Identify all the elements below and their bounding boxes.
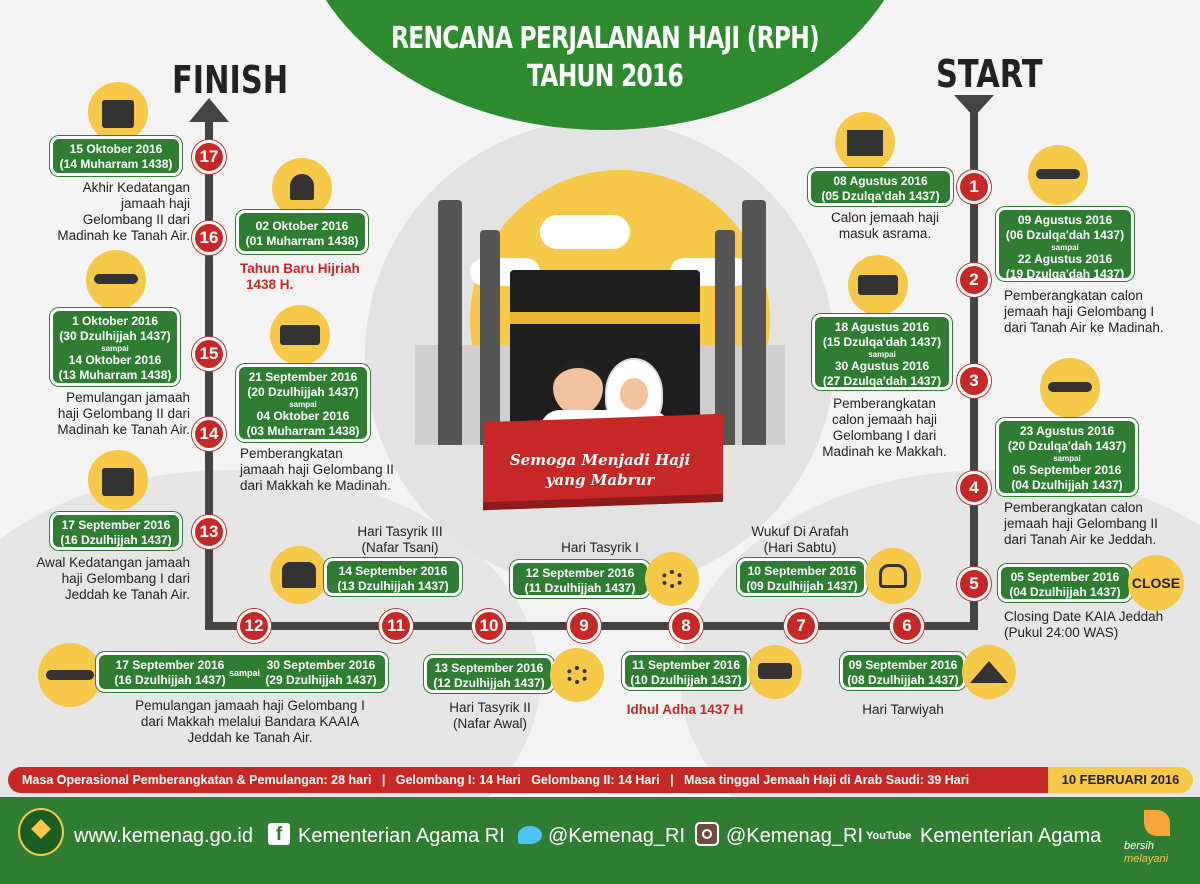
date-end: 04 Oktober 2016 (256, 409, 350, 423)
range-separator: sampai (289, 400, 317, 409)
date-start: 21 September 2016 (248, 370, 358, 384)
date-hijri: (10 Dzulhijjah 1437) (630, 673, 742, 687)
date-end: 05 September 2016 (1012, 463, 1122, 477)
step-number-9: 9 (567, 609, 601, 643)
minaret-icon (438, 200, 462, 445)
date-gregorian: 09 September 2016 (848, 658, 958, 672)
step-number-2: 2 (957, 263, 991, 297)
praying-hands-icon (865, 548, 921, 604)
date-gregorian: 13 September 2016 (434, 661, 544, 675)
desc-line: Madinah ke Tanah Air. (57, 228, 190, 243)
lens (702, 829, 712, 839)
desc-line: Pemulangan jamaah haji Gelombang I (135, 698, 365, 713)
desc-line: dari Tanah Air ke Jeddah. (1004, 532, 1157, 547)
date-hijri: (08 Dzulhijjah 1437) (847, 673, 959, 687)
date-hijri: (01 Muharram 1438) (245, 234, 359, 248)
desc-line: Pemulangan jamaah (66, 390, 190, 405)
desc-line: Jeddah ke Tanah Air. (187, 730, 313, 745)
desc-line: (Nafar Awal) (452, 716, 528, 731)
desc-line: Gelombang II dari (82, 212, 190, 227)
face (620, 378, 648, 410)
step-number-10: 10 (472, 609, 506, 643)
desc-line: dari Tanah Air ke Madinah. (1004, 320, 1164, 335)
desc-line: dari Makkah ke Madinah. (240, 478, 391, 493)
finish-label: FINISH (172, 58, 289, 102)
date-hijri: (16 Dzulhijjah 1437) (60, 533, 172, 547)
date-start-hijri: (30 Dzulhijjah 1437) (59, 329, 171, 343)
date-box-step-8 (622, 652, 750, 690)
step-number-14: 14 (192, 417, 226, 451)
finish-arrow-icon (189, 98, 229, 122)
banner-line-1: Semoga Menjadi Haji (509, 451, 691, 469)
date-gregorian: 14 September 2016 (338, 564, 448, 578)
twitter-icon[interactable] (518, 826, 542, 844)
step-description-11 (330, 524, 470, 556)
step-number-6: 6 (890, 609, 924, 643)
desc-line: (Pukul 24:00 WAS) (1004, 625, 1119, 640)
date-box-step-1 (808, 168, 953, 206)
step-description-15 (14, 390, 190, 438)
title-line-2: TAHUN 2016 (527, 59, 683, 94)
bus-shape (280, 325, 320, 345)
airplane-icon (38, 643, 102, 707)
date-start-hijri: (16 Dzulhijjah 1437) (114, 673, 226, 687)
airplane-icon (86, 250, 146, 310)
luggage-icon (88, 82, 148, 142)
luggage-shape (102, 468, 134, 496)
desc-line: Idhul Adha 1437 H (626, 702, 744, 717)
youtube-logo-text: YouTube (866, 830, 912, 842)
date-end-hijri: (29 Dzulhijjah 1437) (265, 673, 377, 687)
desc-line: Gelombang I dari (832, 428, 937, 443)
desc-line: Madinah ke Tanah Air. (57, 422, 190, 437)
date-hijri: (09 Dzulhijjah 1437) (746, 579, 858, 593)
date-end: 14 Oktober 2016 (68, 353, 162, 367)
date-end-hijri: (19 Dzulqa'dah 1437) (1005, 267, 1125, 281)
youtube-icon[interactable] (866, 826, 914, 846)
start-label: START (936, 52, 1043, 96)
facebook-icon[interactable]: f (268, 823, 290, 845)
logo-star (31, 819, 51, 839)
desc-line: haji Gelombang I dari (61, 571, 190, 586)
desc-line: Madinah ke Makkah. (822, 444, 947, 459)
airplane-icon (1028, 145, 1088, 205)
step-description-12 (120, 698, 380, 746)
date-end-block (257, 658, 385, 688)
step-description-8 (610, 702, 760, 718)
date-box-step-10 (424, 655, 554, 693)
date-box-step-16 (236, 210, 368, 254)
date-gregorian: 12 September 2016 (525, 566, 635, 580)
date-hijri: (04 Dzulhijjah 1437) (1009, 585, 1121, 599)
date-gregorian: 11 September 2016 (631, 658, 741, 672)
bus-icon (270, 305, 330, 365)
date-box-step-2 (996, 207, 1134, 281)
step-description-14 (240, 446, 420, 494)
timeline-track (205, 115, 213, 630)
youtube-link[interactable]: Kementerian Agama (920, 825, 1102, 847)
desc-line: Pemberangkatan calon (1004, 288, 1143, 303)
date-end-hijri: (13 Muharram 1438) (58, 368, 172, 382)
date-start: 1 Oktober 2016 (71, 314, 159, 328)
step-description-17 (14, 180, 190, 244)
date-box-step-9 (510, 560, 650, 598)
cow-icon (748, 645, 802, 699)
desc-line: 1438 H. (246, 277, 294, 292)
desc-line: Pemberangkatan calon (1004, 500, 1143, 515)
date-gregorian: 02 Oktober 2016 (255, 219, 349, 233)
date-end-hijri: (04 Dzulhijjah 1437) (1011, 478, 1123, 492)
desc-line: jamaah haji Gelombang II (240, 462, 394, 477)
desc-line: jemaah haji Gelombang I (1004, 304, 1155, 319)
cow-shape (758, 663, 792, 679)
range-separator: sampai (1051, 243, 1079, 252)
desc-line: Jeddah ke Tanah Air. (64, 587, 190, 602)
date-hijri: (13 Dzulhijjah 1437) (337, 579, 449, 593)
banner-line-2: yang Mabrur (545, 471, 655, 489)
close-badge: CLOSE (1128, 555, 1184, 611)
luggage-shape (102, 100, 134, 128)
twitter-link[interactable]: @Kemenag_RI (548, 825, 686, 847)
step-number-7: 7 (784, 609, 818, 643)
step-description-10 (420, 700, 560, 732)
dome-shape (290, 174, 314, 200)
step-number-3: 3 (957, 364, 991, 398)
airplane-icon (1040, 358, 1100, 418)
desc-line: Wukuf Di Arafah (751, 524, 849, 539)
step-description-5 (1004, 609, 1194, 641)
date-box-step-11 (324, 558, 462, 596)
bus-shape (858, 275, 898, 295)
plane-shape (94, 274, 138, 284)
step-description-9 (530, 540, 670, 556)
cloud-icon (540, 215, 630, 249)
date-start-hijri: (20 Dzulhijjah 1437) (247, 385, 359, 399)
leaf-icon (1144, 810, 1170, 836)
date-start-hijri: (20 Dzulqa'dah 1437) (1007, 439, 1127, 453)
desc-line: haji Gelombang II dari (57, 406, 190, 421)
tent-shape (970, 661, 1008, 683)
desc-line: dari Makkah melalui Bandara KAAIA (140, 714, 360, 729)
dormitory-icon (835, 112, 895, 172)
step-number-17: 17 (192, 140, 226, 174)
desc-line: Hari Tasyrik II (449, 700, 531, 715)
desc-line: calon jemaah haji (831, 412, 938, 427)
website-link[interactable]: www.kemenag.go.id (74, 825, 253, 847)
date-end: 22 Agustus 2016 (1017, 252, 1113, 266)
pebbles-shape (661, 570, 683, 588)
date-hijri: (11 Dzulhijjah 1437) (524, 581, 636, 595)
step-description-1 (820, 210, 950, 242)
instagram-icon[interactable] (695, 822, 719, 846)
step-number-4: 4 (957, 471, 991, 505)
desc-line: Hari Tarwiyah (862, 702, 944, 717)
plane-shape (1048, 382, 1092, 392)
step-number-15: 15 (192, 337, 226, 371)
pebbles-icon (550, 648, 604, 702)
date-hijri: (05 Dzulqa'dah 1437) (821, 189, 940, 203)
bersih-melayani-logo (1122, 806, 1192, 876)
date-box-step-3 (812, 314, 952, 390)
desc-line: jemaah haji Gelombang II (1004, 516, 1158, 531)
date-start: 18 Agustus 2016 (834, 320, 930, 334)
minaret-icon (480, 230, 500, 445)
date-box-step-5 (998, 564, 1132, 602)
date-box-step-7 (737, 558, 867, 596)
step-number-8: 8 (669, 609, 703, 643)
step-number-11: 11 (379, 609, 413, 643)
crowd-shape (282, 562, 316, 588)
date-box-step-13 (50, 512, 182, 550)
page-title (391, 20, 820, 96)
date-start: 23 Agustus 2016 (1019, 424, 1115, 438)
desc-line: Pemberangkatan (240, 446, 343, 461)
date-end-hijri: (27 Dzulqa'dah 1437) (822, 374, 942, 388)
crowd-icon (270, 546, 328, 604)
date-gregorian: 10 September 2016 (747, 564, 857, 578)
logo-word: bersih (1124, 840, 1154, 852)
minaret-icon (715, 230, 735, 445)
date-start-hijri: (15 Dzulqa'dah 1437) (822, 335, 942, 349)
date-box-step-14 (236, 364, 370, 442)
date-start-block (105, 658, 235, 688)
date-box-step-17 (50, 136, 182, 176)
step-description-6 (840, 702, 966, 718)
bus-icon (848, 255, 908, 315)
tent-icon (962, 645, 1016, 699)
step-number-5: 5 (957, 567, 991, 601)
logo-word: melayani (1124, 853, 1169, 865)
range-separator: sampai (868, 350, 896, 359)
date-box-step-4 (996, 418, 1138, 496)
desc-line: Pemberangkatan (833, 396, 936, 411)
step-description-2 (1004, 288, 1194, 336)
range-separator: sampai (229, 668, 261, 678)
date-start: 09 Agustus 2016 (1017, 213, 1113, 227)
step-description-3 (812, 396, 957, 460)
building-shape (847, 130, 883, 156)
desc-line: Hari Tasyrik I (561, 540, 639, 555)
date-hijri: (12 Dzulhijjah 1437) (433, 676, 545, 690)
date-box-step-15 (50, 308, 180, 386)
instagram-link[interactable]: @Kemenag_RI (726, 825, 864, 847)
range-separator: sampai (101, 344, 129, 353)
desc-line: Hari Tasyrik III (357, 524, 443, 539)
luggage-icon (88, 450, 148, 510)
date-end: 30 Agustus 2016 (834, 359, 930, 373)
facebook-link[interactable]: Kementerian Agama RI (298, 825, 505, 847)
title-line-1: RENCANA PERJALANAN HAJI (RPH) (391, 21, 819, 56)
date-gregorian: 17 September 2016 (61, 518, 171, 532)
date-end-hijri: (03 Muharram 1438) (246, 424, 360, 438)
step-description-13 (14, 555, 190, 603)
range-separator: sampai (1053, 454, 1081, 463)
date-end: 30 September 2016 (266, 658, 376, 672)
plane-shape (1036, 169, 1080, 179)
date-box-step-12 (96, 652, 388, 692)
pilgrim-man-avatar (553, 360, 603, 415)
desc-line: Calon jemaah haji (830, 210, 940, 225)
desc-line: jamaah haji (120, 196, 190, 211)
date-gregorian: 05 September 2016 (1010, 570, 1120, 584)
desc-line: (Nafar Tsani) (361, 540, 439, 555)
step-number-16: 16 (192, 221, 226, 255)
kemenag-logo-icon (18, 808, 64, 856)
date-start: 17 September 2016 (115, 658, 225, 672)
step-description-7 (730, 524, 870, 556)
start-arrow-icon (954, 95, 994, 117)
minaret-icon (742, 200, 766, 445)
date-start-hijri: (06 Dzulqa'dah 1437) (1005, 228, 1125, 242)
desc-line: Tahun Baru Hijriah (240, 261, 360, 276)
desc-line: Closing Date KAIA Jeddah (1004, 609, 1164, 624)
date-gregorian: 08 Agustus 2016 (833, 174, 928, 188)
banner-text (490, 450, 710, 490)
desc-line: masuk asrama. (838, 226, 932, 241)
desc-line: Akhir Kedatangan (82, 180, 190, 195)
plane-shape (46, 670, 94, 680)
step-description-16 (240, 261, 380, 293)
pebbles-icon (645, 552, 699, 606)
date-box-step-6 (840, 652, 966, 690)
desc-line: Awal Kedatangan jamaah (36, 555, 190, 570)
date-gregorian: 15 Oktober 2016 (69, 142, 163, 156)
date-hijri: (14 Muharram 1438) (59, 157, 173, 171)
mosque-dome-icon (272, 158, 332, 218)
hands-shape (879, 564, 907, 588)
pebbles-shape (566, 666, 588, 684)
desc-line: (Hari Sabtu) (763, 540, 837, 555)
step-number-1: 1 (957, 170, 991, 204)
step-description-4 (1004, 500, 1194, 548)
step-number-13: 13 (192, 515, 226, 549)
step-number-12: 12 (237, 609, 271, 643)
publication-date: 10 FEBRUARI 2016 (1048, 767, 1193, 793)
summary-bar: Masa Operasional Pemberangkatan & Pemulangan: 28 hari | Gelombang I: 14 Hari Gelombang II: 14 Hari | Masa tinggal Jemaah Haji di Arab Saudi: 39 Hari (8, 767, 1048, 793)
kaaba-gold-band (510, 312, 700, 324)
